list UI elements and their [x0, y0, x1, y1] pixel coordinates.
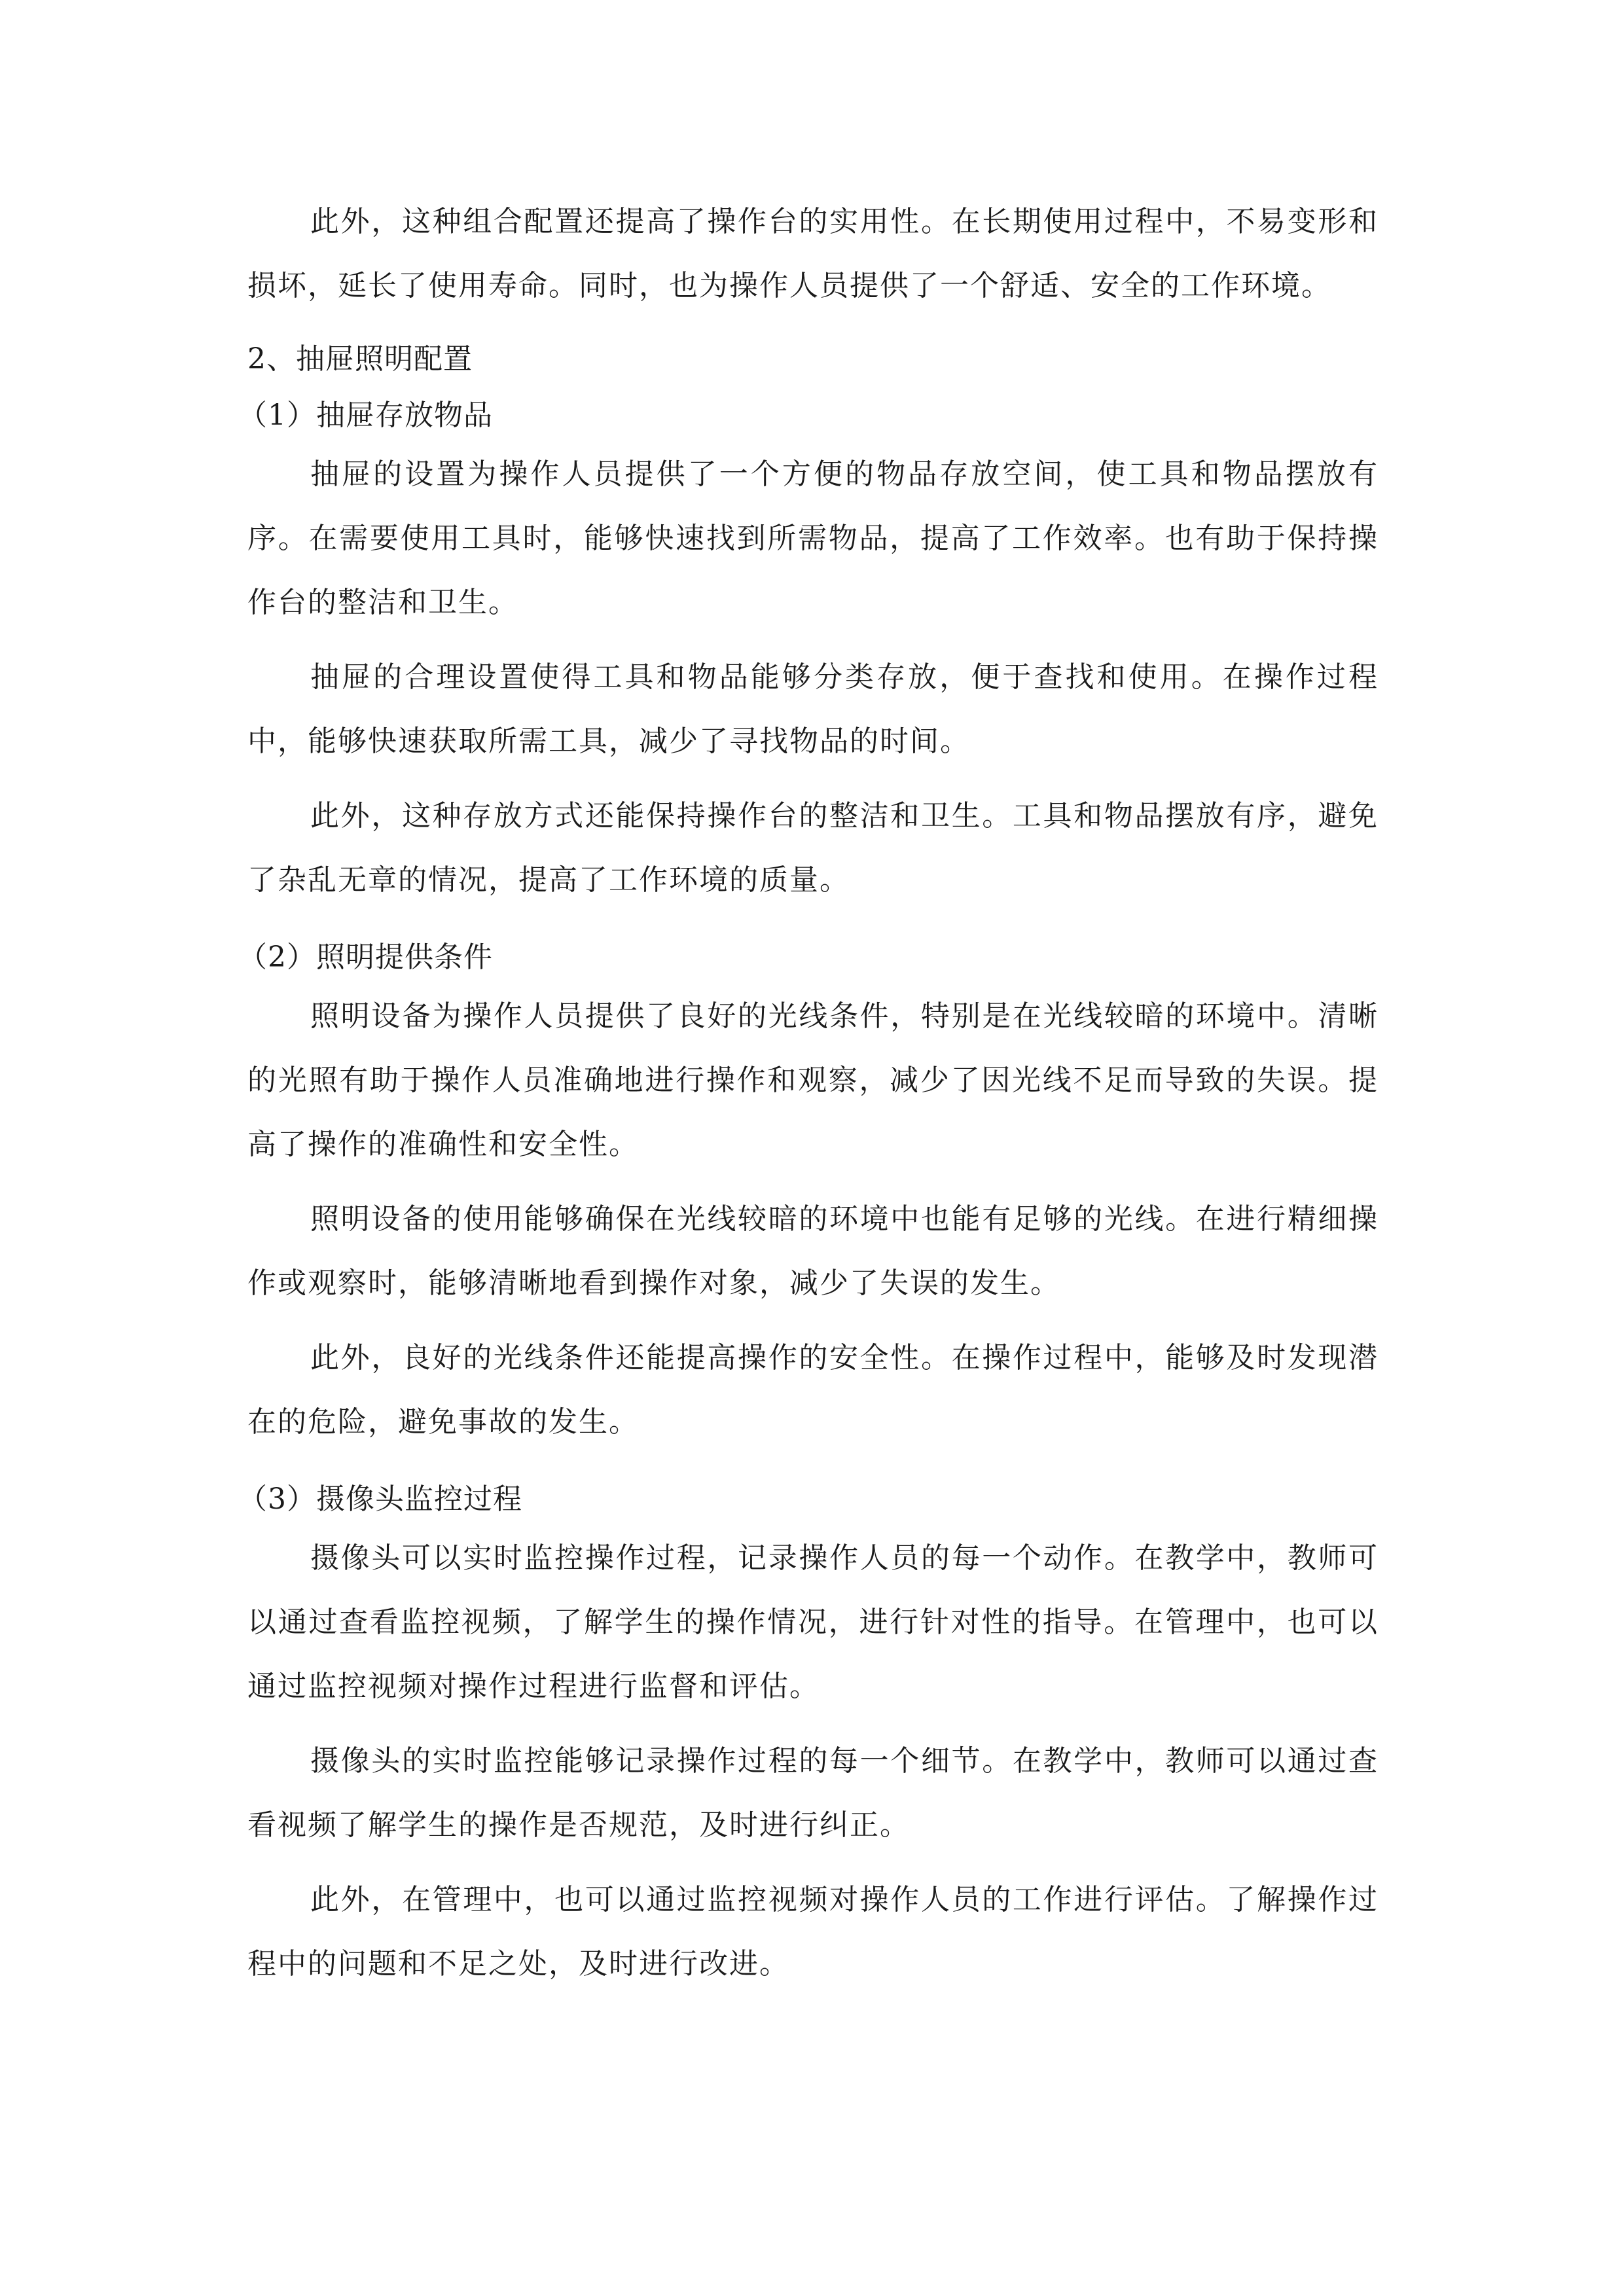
- subsection-2-paragraph-3: 此外，良好的光线条件还能提高操作的安全性。在操作过程中，能够及时发现潜在的危险，避免事故的发生。: [247, 1341, 1379, 1439]
- subsection-2-paragraph-2: 照明设备的使用能够确保在光线较暗的环境中也能有足够的光线。在进行精细操作或观察时，能够清晰地看到操作对象，减少了失误的发生。: [247, 1202, 1379, 1300]
- intro-paragraph: 此外，这种组合配置还提高了操作台的实用性。在长期使用过程中，不易变形和损坏，延长了使用寿命。同时，也为操作人员提供了一个舒适、安全的工作环境。: [247, 205, 1379, 302]
- subsection-2-title: （2）照明提供条件: [238, 941, 493, 974]
- subsection-3-paragraph-3: 此外，在管理中，也可以通过监控视频对操作人员的工作进行评估。了解操作过程中的问题和不足之处，及时进行改进。: [247, 1883, 1379, 1981]
- section-2-title: 2、抽屉照明配置: [247, 342, 473, 376]
- subsection-1-paragraph-3: 此外，这种存放方式还能保持操作台的整洁和卫生。工具和物品摆放有序，避免了杂乱无章的情况，提高了工作环境的质量。: [247, 799, 1379, 897]
- subsection-3-title: （3）摄像头监控过程: [238, 1482, 522, 1516]
- subsection-2-paragraph-1: 照明设备为操作人员提供了良好的光线条件，特别是在光线较暗的环境中。清晰的光照有助于操作人员准确地进行操作和观察，减少了因光线不足而导致的失误。提高了操作的准确性和安全性。: [247, 999, 1379, 1161]
- subsection-3-paragraph-2: 摄像头的实时监控能够记录操作过程的每一个细节。在教学中，教师可以通过查看视频了解学生的操作是否规范，及时进行纠正。: [247, 1744, 1379, 1842]
- subsection-1-paragraph-1: 抽屉的设置为操作人员提供了一个方便的物品存放空间，使工具和物品摆放有序。在需要使用工具时，能够快速找到所需物品，提高了工作效率。也有助于保持操作台的整洁和卫生。: [247, 457, 1379, 619]
- subsection-3-paragraph-1: 摄像头可以实时监控操作过程，记录操作人员的每一个动作。在教学中，教师可以通过查看监控视频，了解学生的操作情况，进行针对性的指导。在管理中，也可以通过监控视频对操作过程进行监督和评估。: [247, 1541, 1379, 1703]
- subsection-1-paragraph-2: 抽屉的合理设置使得工具和物品能够分类存放，便于查找和使用。在操作过程中，能够快速获取所需工具，减少了寻找物品的时间。: [247, 660, 1379, 758]
- subsection-1-title: （1）抽屉存放物品: [238, 399, 493, 432]
- document-body: [238, 190, 1379, 2007]
